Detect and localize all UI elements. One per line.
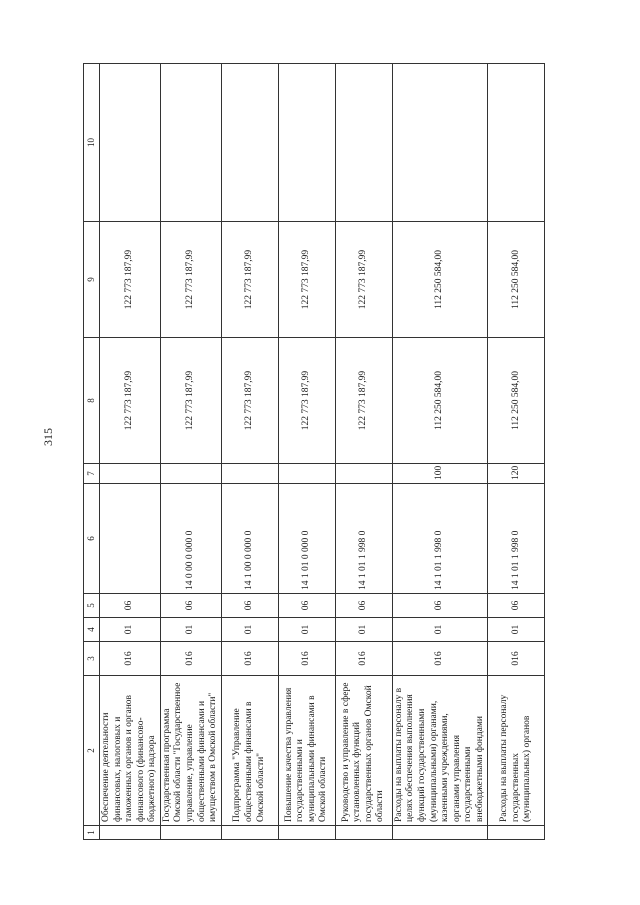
amount-col-8: 122 773 187,99 bbox=[278, 338, 335, 464]
column-header-8: 8 bbox=[84, 338, 100, 464]
section-code: 01 bbox=[488, 618, 545, 642]
row-number bbox=[278, 826, 335, 840]
expense-type-code bbox=[160, 464, 221, 484]
budget-table bbox=[83, 63, 545, 840]
amount-col-8: 112 250 584,00 bbox=[392, 338, 488, 464]
table-row bbox=[335, 64, 392, 840]
target-article-code: 14 1 00 0 000 0 bbox=[221, 484, 278, 594]
amount-col-8: 122 773 187,99 bbox=[335, 338, 392, 464]
target-article-code: 14 1 01 1 998 0 bbox=[335, 484, 392, 594]
amount-col-9: 112 250 584,00 bbox=[488, 222, 545, 338]
amount-col-9: 122 773 187,99 bbox=[160, 222, 221, 338]
ministry-code: 016 bbox=[335, 642, 392, 676]
row-number bbox=[160, 826, 221, 840]
amount-col-10 bbox=[221, 64, 278, 222]
ministry-code: 016 bbox=[160, 642, 221, 676]
section-code: 01 bbox=[392, 618, 488, 642]
budget-table-container bbox=[83, 64, 545, 840]
expense-name: Государственная программа Омской области "Государственное управление, управление общественными финансами и имуществом в Омской области" bbox=[160, 676, 221, 826]
expense-name: Повышение качества управления государственными и муниципальными финансами в Омской области bbox=[278, 676, 335, 826]
amount-col-10 bbox=[488, 64, 545, 222]
expense-name: Расходы на выплаты персоналу государственных (муниципальных) органов bbox=[488, 676, 545, 826]
expense-type-code bbox=[100, 464, 161, 484]
row-number bbox=[392, 826, 488, 840]
subsection-code: 06 bbox=[488, 594, 545, 618]
column-header-4: 4 bbox=[84, 618, 100, 642]
column-header-5: 5 bbox=[84, 594, 100, 618]
subsection-code: 06 bbox=[392, 594, 488, 618]
amount-col-9: 122 773 187,99 bbox=[335, 222, 392, 338]
ministry-code: 016 bbox=[221, 642, 278, 676]
column-header-10: 10 bbox=[84, 64, 100, 222]
expense-type-code: 120 bbox=[488, 464, 545, 484]
table-row bbox=[100, 64, 161, 840]
subsection-code: 06 bbox=[100, 594, 161, 618]
expense-name: Руководство и управление в сфере установленных функций государственных органов Омской области bbox=[335, 676, 392, 826]
amount-col-10 bbox=[392, 64, 488, 222]
amount-col-9: 122 773 187,99 bbox=[100, 222, 161, 338]
amount-col-9: 122 773 187,99 bbox=[221, 222, 278, 338]
subsection-code: 06 bbox=[160, 594, 221, 618]
expense-type-code: 100 bbox=[392, 464, 488, 484]
amount-col-10 bbox=[278, 64, 335, 222]
section-code: 01 bbox=[221, 618, 278, 642]
ministry-code: 016 bbox=[392, 642, 488, 676]
amount-col-8: 122 773 187,99 bbox=[100, 338, 161, 464]
section-code: 01 bbox=[278, 618, 335, 642]
column-header-1: 1 bbox=[84, 826, 100, 840]
table-row bbox=[221, 64, 278, 840]
row-number bbox=[335, 826, 392, 840]
column-header-6: 6 bbox=[84, 484, 100, 594]
expense-type-code bbox=[278, 464, 335, 484]
target-article-code: 14 1 01 1 998 0 bbox=[392, 484, 488, 594]
amount-col-10 bbox=[100, 64, 161, 222]
section-code: 01 bbox=[335, 618, 392, 642]
subsection-code: 06 bbox=[278, 594, 335, 618]
amount-col-8: 122 773 187,99 bbox=[221, 338, 278, 464]
amount-col-9: 112 250 584,00 bbox=[392, 222, 488, 338]
target-article-code: 14 1 01 1 998 0 bbox=[488, 484, 545, 594]
column-header-7: 7 bbox=[84, 464, 100, 484]
row-number bbox=[100, 826, 161, 840]
section-code: 01 bbox=[100, 618, 161, 642]
expense-name: Обеспечение деятельности финансовых, налоговых и таможенных органов и органов финансового (финансово-бюджетного) надзора bbox=[100, 676, 161, 826]
target-article-code bbox=[100, 484, 161, 594]
expense-name: Подпрограмма "Управление общественными финансами в Омской области" bbox=[221, 676, 278, 826]
section-code: 01 bbox=[160, 618, 221, 642]
expense-name: Расходы на выплаты персоналу в целях обеспечения выполнения функций государственными (муниципальными) органами, казенными учреждениями, органами управления государственными внебюджетными фондами bbox=[392, 676, 488, 826]
column-header-2: 2 bbox=[84, 676, 100, 826]
table-row bbox=[392, 64, 488, 840]
header-row bbox=[84, 64, 100, 840]
amount-col-8: 122 773 187,99 bbox=[160, 338, 221, 464]
column-header-3: 3 bbox=[84, 642, 100, 676]
ministry-code: 016 bbox=[488, 642, 545, 676]
amount-col-10 bbox=[160, 64, 221, 222]
subsection-code: 06 bbox=[221, 594, 278, 618]
target-article-code: 14 1 01 0 000 0 bbox=[278, 484, 335, 594]
ministry-code: 016 bbox=[278, 642, 335, 676]
amount-col-9: 122 773 187,99 bbox=[278, 222, 335, 338]
subsection-code: 06 bbox=[335, 594, 392, 618]
amount-col-10 bbox=[335, 64, 392, 222]
column-header-9: 9 bbox=[84, 222, 100, 338]
page-number: 315 bbox=[41, 428, 55, 446]
table-row bbox=[160, 64, 221, 840]
expense-type-code bbox=[335, 464, 392, 484]
row-number bbox=[221, 826, 278, 840]
table-row bbox=[488, 64, 545, 840]
ministry-code: 016 bbox=[100, 642, 161, 676]
row-number bbox=[488, 826, 545, 840]
target-article-code: 14 0 00 0 000 0 bbox=[160, 484, 221, 594]
table-row bbox=[278, 64, 335, 840]
amount-col-8: 112 250 584,00 bbox=[488, 338, 545, 464]
expense-type-code bbox=[221, 464, 278, 484]
